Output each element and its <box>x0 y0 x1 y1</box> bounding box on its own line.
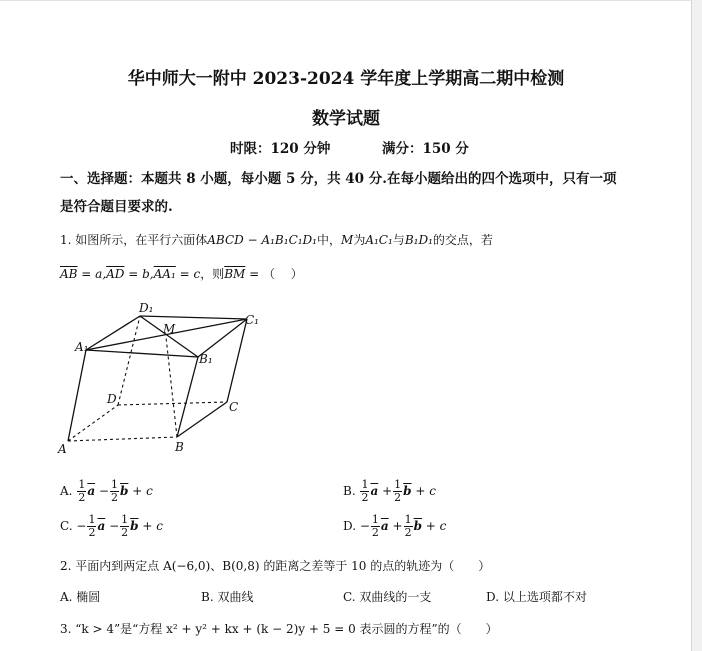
edge-d-c-hidden <box>118 402 227 405</box>
label-c: C <box>229 400 239 414</box>
q1-then: ，则 <box>200 267 225 281</box>
q2-option-b[interactable]: B. 双曲线 <box>201 590 254 604</box>
edge-d1-c1 <box>140 316 247 319</box>
exam-subtitle: 数学试题 <box>312 109 380 129</box>
q1-vec-aa1: AA₁ <box>153 267 176 281</box>
edge-d-d1-hidden <box>118 316 140 405</box>
section-heading-line2: 是符合题目要求的. <box>60 199 173 215</box>
q2-option-c[interactable]: C. 双曲线的一支 <box>343 590 432 604</box>
q1-eq-c: = c <box>175 267 201 281</box>
q1-point-m: M <box>341 233 354 247</box>
q1-eq-a: = a, <box>77 267 107 281</box>
label-d: D <box>107 392 117 406</box>
q1-option-b[interactable]: B. $\frac{1}{2}$ $\overline{a}$ + $\frac{1}{2}$ $\overline{b} + c$ <box>343 478 436 504</box>
label-c1: C₁ <box>245 313 259 327</box>
full-score: 满分：150 分 <box>382 141 469 157</box>
label-a1: A₁ <box>75 340 89 354</box>
exam-title: 华中师大一附中 2023-2024 学年度上学期高二期中检测 <box>127 69 565 89</box>
q2-option-a[interactable]: A. 椭圆 <box>60 590 101 604</box>
label-a: A <box>58 442 67 456</box>
label-m: M <box>163 322 176 336</box>
q3-stem: 3. “k > 4”是“方程 x² + y² + kx + (k − 2)y + 5 = 0 表示圆的方程”的（ ） <box>60 622 498 636</box>
q1-option-d[interactable]: D. − $\frac{1}{2}$ $\overline{a}$ + $\frac{1}{2}$ $\overline{b} + c$ <box>343 513 447 539</box>
q1-suffix: 的交点，若 <box>432 233 493 247</box>
q1-option-c[interactable]: C. − $\frac{1}{2}$ $\overline{a}$ − $\frac{1}{2}$ $\overline{b} + c$ <box>60 513 163 539</box>
edge-a1-a <box>68 350 86 441</box>
q1-mid3: 与 <box>392 233 405 247</box>
section-heading-line1: 一、选择题：本题共 8 小题，每小题 5 分，共 40 分.在每小题给出的四个选项中，只有一项 <box>60 171 617 187</box>
edge-a-d-hidden <box>68 405 118 441</box>
q1-vec-ad: $\overline{AD}$ <box>106 267 125 281</box>
time-limit: 时限：120 分钟 <box>230 141 331 157</box>
q1-option-a[interactable]: A. $\frac{1}{2}$ $\overline{a}$ − $\frac{1}{2}$ $\overline{b} + c$ <box>60 478 153 504</box>
q1-eq-b: = b, <box>124 267 154 281</box>
q1-mid2: 为 <box>353 233 366 247</box>
parallelepiped-figure <box>55 299 285 459</box>
edge-a1-b1 <box>86 350 198 357</box>
edge-a-b <box>68 437 177 441</box>
label-b1: B₁ <box>199 352 213 366</box>
label-b: B <box>175 440 184 454</box>
q2-option-d[interactable]: D. 以上选项都不对 <box>486 590 587 604</box>
q1-stem-line2 <box>60 265 303 282</box>
q1-solid: ABCD − A₁B₁C₁D₁ <box>207 233 317 247</box>
segment-b-m-hidden <box>166 337 177 437</box>
q1-seg2: B₁D₁ <box>404 233 433 247</box>
q1-seg1: A₁C₁ <box>365 233 393 247</box>
q1-vec-ab: $\overline{AB}$ <box>60 267 78 281</box>
q1-stem-line1 <box>60 231 493 248</box>
q1-mid: 中， <box>317 233 342 247</box>
q1-blank: = （ ） <box>245 267 303 281</box>
q1-vec-bm: $\overline{BM}$ <box>224 267 246 281</box>
label-d1: D₁ <box>139 301 154 315</box>
q1-prefix: 1. 如图所示，在平行六面体 <box>60 233 208 247</box>
q2-stem: 2. 平面内到两定点 A(−6,0)、B(0,8) 的距离之差等于 10 的点的轨迹为（ ） <box>60 559 491 573</box>
